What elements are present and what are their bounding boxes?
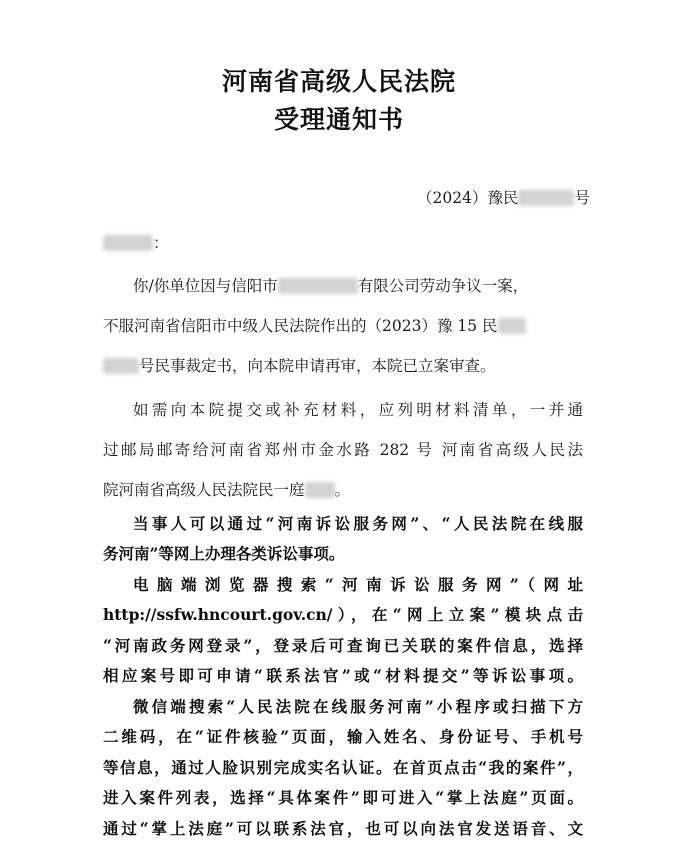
para2-line1: 如需向本院提交或补充材料，应列明材料清单，一并通 <box>133 401 583 419</box>
para5-line2: 二维码，在“证件核验”页面，输入姓名、身份证号、手机号 <box>103 727 583 746</box>
para2-line2: 过邮局邮寄给河南省郑州市金水路 282 号 河南省高级人民法 <box>103 441 583 459</box>
para1-line1 <box>133 276 583 296</box>
redacted-ref-1 <box>498 318 526 334</box>
para1-line3 <box>103 356 583 376</box>
para1-text-c: 不服河南省信阳市中级人民法院作出的（2023）豫 15 民 <box>103 317 498 335</box>
redacted-ref-2 <box>103 358 139 374</box>
para4-line2: http://ssfw.hncourt.gov.cn/），在“网上立案”模块点击 <box>103 605 583 624</box>
para2-line3 <box>103 480 583 500</box>
para1-text-d: 号民事裁定书，向本院申请再审，本院已立案审查。 <box>139 357 496 375</box>
redacted-addressee <box>103 235 153 251</box>
redacted-case-number <box>518 190 574 206</box>
para4-line1: 电脑端浏览器搜索“河南诉讼服务网”（网址 <box>133 575 583 594</box>
redacted-contact <box>305 482 335 498</box>
para1-line2 <box>103 316 583 336</box>
redacted-company <box>278 278 358 294</box>
para5-line4: 进入案件列表，选择“具体案件”即可进入“掌上法庭”页面。 <box>103 788 583 807</box>
document-title: 受理通知书 <box>273 105 404 134</box>
para3-line1: 当事人可以通过“河南诉讼服务网”、“人民法院在线服 <box>133 514 583 533</box>
case-number <box>0 188 590 208</box>
addressee-colon: ： <box>153 234 169 252</box>
para5-line3: 等信息，通过人脸识别完成实名认证。在首页点击“我的案件”， <box>103 758 583 777</box>
para5-line5: 通过“掌上法庭”可以联系法官，也可以向法官发送语音、文 <box>103 819 583 838</box>
para1-text-b: 有限公司劳动争议一案， <box>357 277 529 295</box>
para1-text-a: 你/你单位因与信阳市 <box>133 277 278 295</box>
case-number-prefix: （2024）豫民 <box>417 189 519 207</box>
para3-line2: 务河南”等网上办理各类诉讼事项。 <box>103 544 345 563</box>
case-number-suffix: 号 <box>574 189 590 207</box>
court-name: 河南省高级人民法院 <box>221 67 456 96</box>
para2-text-b: 。 <box>334 481 351 499</box>
para2-text-a: 院河南省高级人民法院民一庭 <box>103 481 305 499</box>
para5-line1: 微信端搜索“人民法院在线服务河南”小程序或扫描下方 <box>133 697 583 716</box>
para4-line3: “河南政务网登录”，登录后可查询已关联的案件信息，选择 <box>103 636 583 655</box>
addressee <box>103 233 583 253</box>
para4-line4: 相应案号即可申请“联系法官”或“材料提交”等诉讼事项。 <box>103 666 583 685</box>
